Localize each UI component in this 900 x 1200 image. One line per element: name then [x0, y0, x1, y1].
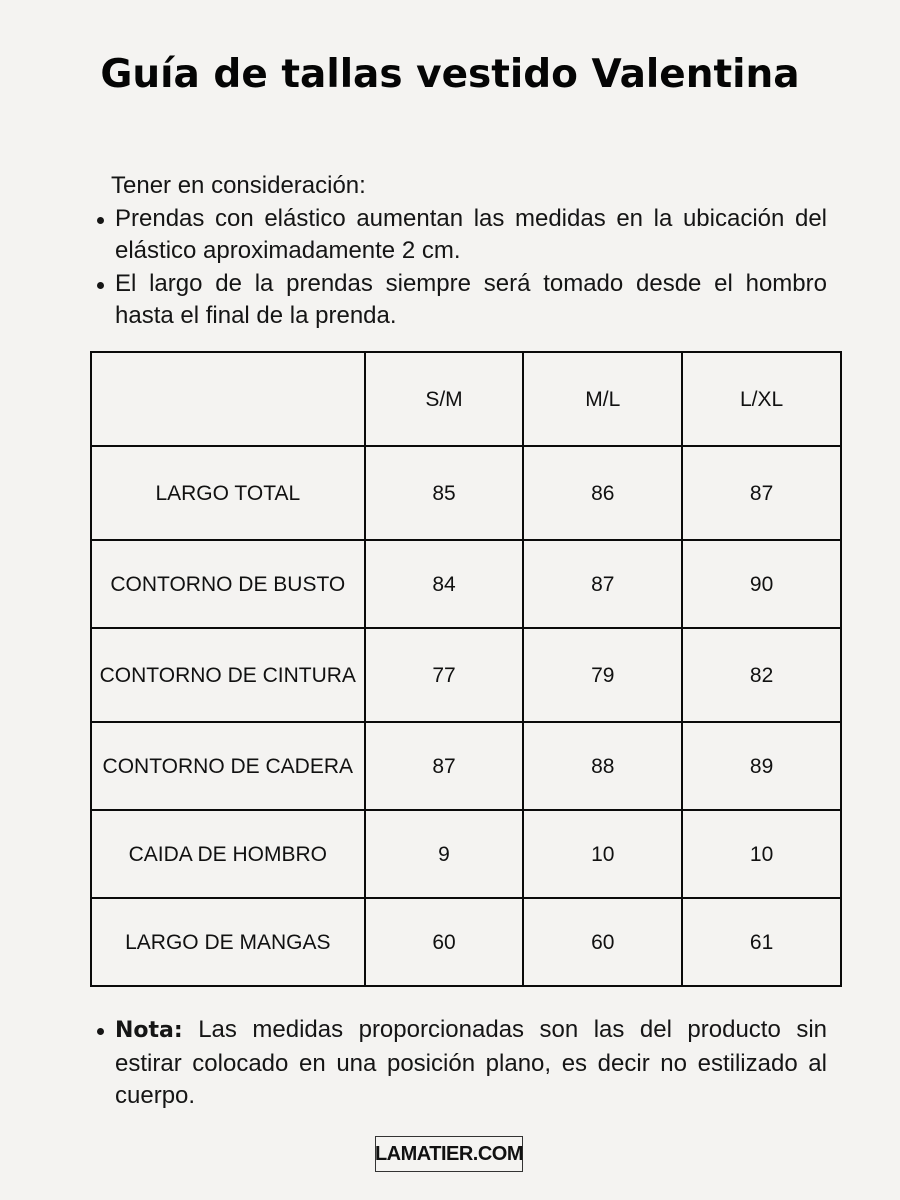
row-value: 61 [682, 898, 841, 986]
table-row [91, 446, 841, 540]
row-label: LARGO DE MANGAS [91, 898, 365, 986]
table-header-row [91, 352, 841, 446]
row-value: 60 [523, 898, 682, 986]
row-value: 84 [365, 540, 524, 628]
row-value: 87 [682, 446, 841, 540]
row-value: 10 [682, 810, 841, 898]
header-cell-size: S/M [365, 352, 524, 446]
note-label: Nota: [115, 1018, 183, 1043]
row-value: 87 [365, 722, 524, 810]
consideration-item: Prendas con elástico aumentan las medidas en la ubicación del elástico aproximadamente 2 cm. [95, 203, 827, 268]
row-value: 87 [523, 540, 682, 628]
considerations-heading: Tener en consideración: [111, 172, 366, 199]
header-cell-empty [91, 352, 365, 446]
brand-logo: LAMATIER.COM [375, 1136, 523, 1172]
row-value: 88 [523, 722, 682, 810]
header-cell-size: L/XL [682, 352, 841, 446]
row-value: 82 [682, 628, 841, 722]
note-item [95, 1014, 827, 1113]
row-label: CONTORNO DE CADERA [91, 722, 365, 810]
row-label: CONTORNO DE CINTURA [91, 628, 365, 722]
table-row [91, 898, 841, 986]
page-title: Guía de tallas vestido Valentina [100, 52, 800, 97]
note-section [95, 1014, 827, 1113]
considerations-section [95, 170, 827, 333]
considerations-list [95, 203, 827, 333]
row-value: 10 [523, 810, 682, 898]
row-value: 77 [365, 628, 524, 722]
size-table [90, 351, 842, 987]
row-value: 79 [523, 628, 682, 722]
table-row [91, 722, 841, 810]
header-cell-size: M/L [523, 352, 682, 446]
row-value: 90 [682, 540, 841, 628]
row-value: 89 [682, 722, 841, 810]
note-list [95, 1014, 827, 1113]
row-value: 60 [365, 898, 524, 986]
table-row [91, 810, 841, 898]
row-label: CAIDA DE HOMBRO [91, 810, 365, 898]
table-row [91, 540, 841, 628]
row-value: 85 [365, 446, 524, 540]
row-label: LARGO TOTAL [91, 446, 365, 540]
row-value: 86 [523, 446, 682, 540]
consideration-item: El largo de la prendas siempre será tomado desde el hombro hasta el final de la prenda. [95, 268, 827, 333]
table-row [91, 628, 841, 722]
note-text: Las medidas proporcionadas son las del producto sin estirar colocado en una posición plano, es decir no estilizado al cuerpo. [115, 1016, 827, 1109]
row-label: CONTORNO DE BUSTO [91, 540, 365, 628]
row-value: 9 [365, 810, 524, 898]
